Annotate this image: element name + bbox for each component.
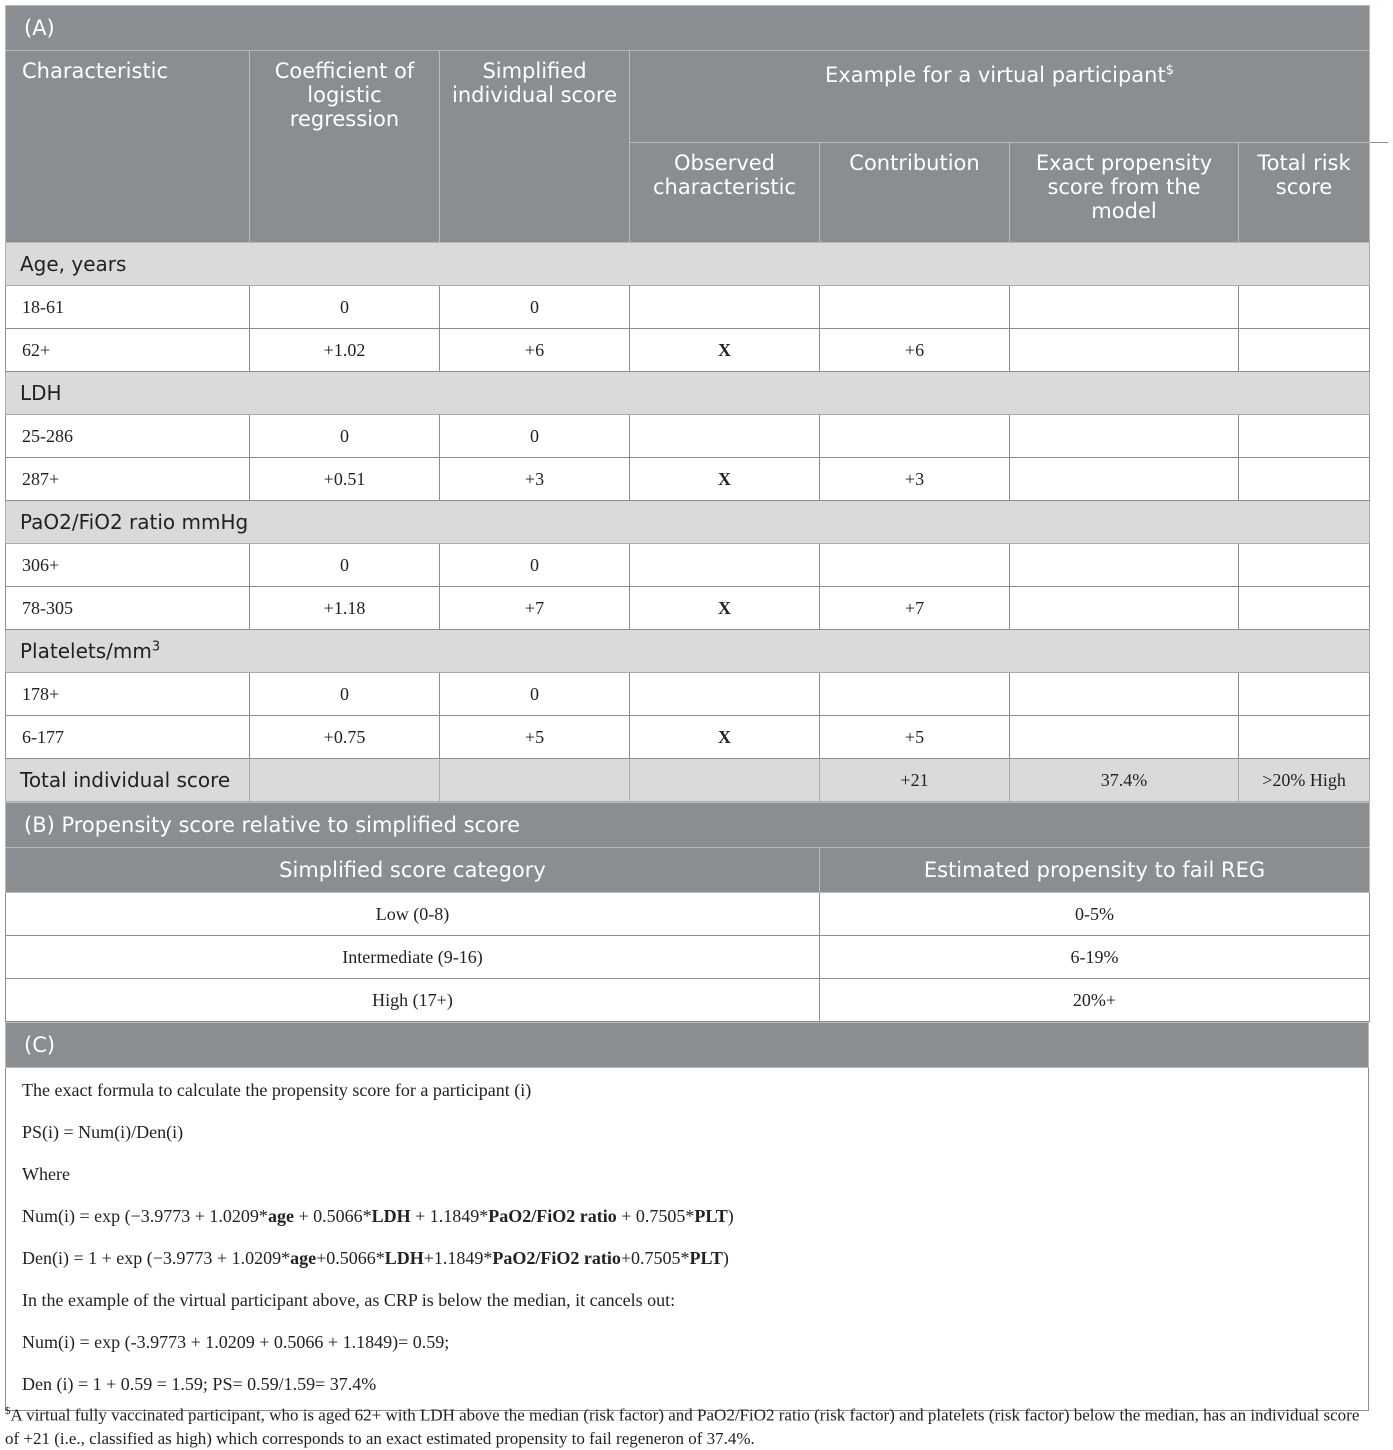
observed-cell: X — [630, 458, 820, 501]
score-cell: +7 — [440, 587, 630, 630]
formula-var: age — [267, 1206, 294, 1226]
coefficient-cell: +1.02 — [250, 329, 440, 372]
section-title-text: Platelets/mm — [20, 639, 152, 663]
score-category-cell: Low (0-8) — [6, 893, 820, 936]
header-estimated-propensity: Estimated propensity to fail REG — [820, 848, 1370, 893]
formula-text: Den(i) = 1 + exp (−3.9773 + 1.0209* — [22, 1248, 291, 1268]
header-example-text: Example for a virtual participant — [825, 63, 1166, 87]
total-label: Total individual score — [6, 759, 250, 802]
formula-num — [22, 1204, 1368, 1246]
table-row — [6, 936, 1370, 979]
section-title — [6, 243, 1370, 286]
coefficient-cell: +0.51 — [250, 458, 440, 501]
row-label: 25-286 — [6, 415, 250, 458]
formula-var: PaO2/FiO2 ratio — [492, 1248, 621, 1268]
score-cell: +6 — [440, 329, 630, 372]
row-label: 306+ — [6, 544, 250, 587]
panel-b-body — [6, 893, 1370, 1022]
contribution-cell — [820, 286, 1010, 329]
row-label: 18-61 — [6, 286, 250, 329]
risk-cell — [1239, 415, 1370, 458]
risk-cell — [1239, 286, 1370, 329]
observed-cell — [630, 286, 820, 329]
score-cell: 0 — [440, 286, 630, 329]
row-label: 287+ — [6, 458, 250, 501]
table-row — [6, 458, 1370, 501]
exact-cell — [1010, 415, 1239, 458]
risk-cell — [1239, 544, 1370, 587]
formula-var: age — [290, 1248, 317, 1268]
contribution-cell: +3 — [820, 458, 1010, 501]
formula-text: +0.5066* — [316, 1248, 385, 1268]
table-row — [6, 716, 1370, 759]
contribution-cell: +5 — [820, 716, 1010, 759]
total-empty-cell — [250, 759, 440, 802]
risk-cell — [1239, 673, 1370, 716]
coefficient-cell: +1.18 — [250, 587, 440, 630]
total-row — [6, 759, 1370, 802]
contribution-cell: +7 — [820, 587, 1010, 630]
header-example — [630, 51, 1370, 143]
total-empty-cell — [630, 759, 820, 802]
table-row — [6, 286, 1370, 329]
panel-c-table — [5, 1022, 1369, 1068]
table-row — [6, 979, 1370, 1022]
exact-cell — [1010, 286, 1239, 329]
formula-intro: The exact formula to calculate the propensity score for a participant (i) — [22, 1080, 532, 1100]
formula-var: PLT — [694, 1206, 728, 1226]
observed-cell — [630, 415, 820, 458]
header-simplified-score: Simplified individual score — [440, 51, 630, 243]
formula-den-example: Den (i) = 1 + 0.59 = 1.59; PS= 0.59/1.59= 37.4% — [22, 1374, 377, 1394]
risk-cell — [1239, 587, 1370, 630]
formula-text: Num(i) = exp (−3.9773 + 1.0209* — [22, 1206, 268, 1226]
formula-var: LDH — [371, 1206, 411, 1226]
section-title — [6, 630, 1370, 673]
score-cell: 0 — [440, 415, 630, 458]
formula-where: Where — [22, 1164, 70, 1184]
footnote — [5, 1400, 1375, 1450]
section-title-sup: 3 — [151, 639, 161, 655]
formula-den — [22, 1246, 1368, 1288]
table-row — [6, 415, 1370, 458]
panel-a-title: (A) — [6, 6, 1370, 51]
risk-cell — [1239, 329, 1370, 372]
header-characteristic: Characteristic — [6, 51, 250, 243]
coefficient-cell: +0.75 — [250, 716, 440, 759]
section-title — [6, 501, 1370, 544]
coefficient-cell: 0 — [250, 673, 440, 716]
row-label: 78-305 — [6, 587, 250, 630]
observed-cell — [630, 544, 820, 587]
observed-cell: X — [630, 329, 820, 372]
panel-b-table — [5, 802, 1370, 1022]
contribution-cell — [820, 673, 1010, 716]
propensity-cell: 20%+ — [820, 979, 1370, 1022]
coefficient-cell: 0 — [250, 415, 440, 458]
formula-text: + 0.7505* — [616, 1206, 695, 1226]
row-label: 62+ — [6, 329, 250, 372]
table-row — [6, 329, 1370, 372]
observed-cell — [630, 673, 820, 716]
panel-a-table — [5, 5, 1370, 802]
section-title-text: PaO2/FiO2 ratio mmHg — [20, 510, 249, 534]
formula-var: LDH — [384, 1248, 424, 1268]
formula-text: +1.1849* — [423, 1248, 493, 1268]
row-label: 6-177 — [6, 716, 250, 759]
score-category-cell: Intermediate (9-16) — [6, 936, 820, 979]
score-cell: +5 — [440, 716, 630, 759]
table-row — [6, 893, 1370, 936]
formula-var: PaO2/FiO2 ratio — [488, 1206, 617, 1226]
section-row — [6, 243, 1370, 286]
exact-cell — [1010, 458, 1239, 501]
exact-cell — [1010, 673, 1239, 716]
total-contribution: +21 — [820, 759, 1010, 802]
footnote-mark: $ — [5, 1405, 11, 1417]
formula-var: PLT — [689, 1248, 723, 1268]
panel-c-title: (C) — [6, 1023, 1369, 1068]
total-risk-score: >20% High — [1239, 759, 1370, 802]
formula-text: +0.7505* — [620, 1248, 690, 1268]
formula-ps: PS(i) = Num(i)/Den(i) — [22, 1122, 184, 1142]
table-row — [6, 587, 1370, 630]
formula-example-note: In the example of the virtual participant above, as CRP is below the median, it cancels out: — [22, 1290, 676, 1310]
table-row — [6, 544, 1370, 587]
propensity-cell: 0-5% — [820, 893, 1370, 936]
total-exact-propensity: 37.4% — [1010, 759, 1239, 802]
section-row — [6, 630, 1370, 673]
header-observed: Observed characteristic — [630, 143, 820, 243]
coefficient-cell: 0 — [250, 544, 440, 587]
header-score-category: Simplified score category — [6, 848, 820, 893]
coefficient-cell: 0 — [250, 286, 440, 329]
risk-cell — [1239, 716, 1370, 759]
contribution-cell — [820, 415, 1010, 458]
section-title-text: LDH — [20, 381, 62, 405]
exact-cell — [1010, 716, 1239, 759]
score-category-cell: High (17+) — [6, 979, 820, 1022]
contribution-cell: +6 — [820, 329, 1010, 372]
formula-text: + 1.1849* — [410, 1206, 489, 1226]
row-label: 178+ — [6, 673, 250, 716]
exact-cell — [1010, 329, 1239, 372]
risk-cell — [1239, 458, 1370, 501]
header-contribution: Contribution — [820, 143, 1010, 243]
panel-b-title: (B) Propensity score relative to simplified score — [6, 803, 1370, 848]
panel-a-body — [6, 243, 1370, 759]
formula-text: ) — [727, 1206, 734, 1226]
header-example-mark: $ — [1165, 63, 1174, 78]
score-cell: +3 — [440, 458, 630, 501]
formula-text: ) — [722, 1248, 729, 1268]
section-row — [6, 501, 1370, 544]
observed-cell: X — [630, 587, 820, 630]
total-empty-cell — [440, 759, 630, 802]
panel-c-formula-box — [5, 1068, 1369, 1411]
table-figure — [5, 5, 1369, 1411]
score-cell: 0 — [440, 673, 630, 716]
formula-num-example: Num(i) = exp (-3.9773 + 1.0209 + 0.5066 + 1.1849)= 0.59; — [22, 1332, 450, 1352]
table-row — [6, 673, 1370, 716]
exact-cell — [1010, 544, 1239, 587]
header-coefficient: Coefficient of logistic regression — [250, 51, 440, 243]
footnote-text: A virtual fully vaccinated participant, who is aged 62+ with LDH above the median (risk factor) and PaO2/FiO2 ratio (risk factor) and platelets (risk factor) below the median, has an individual score of +21 (i.e., classified as high) which corresponds to an exact estimated propensity to fail regeneron of 37.4%. — [5, 1405, 1360, 1448]
contribution-cell — [820, 544, 1010, 587]
section-row — [6, 372, 1370, 415]
section-title — [6, 372, 1370, 415]
observed-cell: X — [630, 716, 820, 759]
header-total-risk: Total risk score — [1239, 143, 1370, 243]
exact-cell — [1010, 587, 1239, 630]
header-exact-propensity: Exact propensity score from the model — [1010, 143, 1239, 243]
header-divider-stub — [1370, 142, 1388, 143]
section-title-text: Age, years — [20, 252, 127, 276]
formula-text: + 0.5066* — [293, 1206, 372, 1226]
score-cell: 0 — [440, 544, 630, 587]
propensity-cell: 6-19% — [820, 936, 1370, 979]
